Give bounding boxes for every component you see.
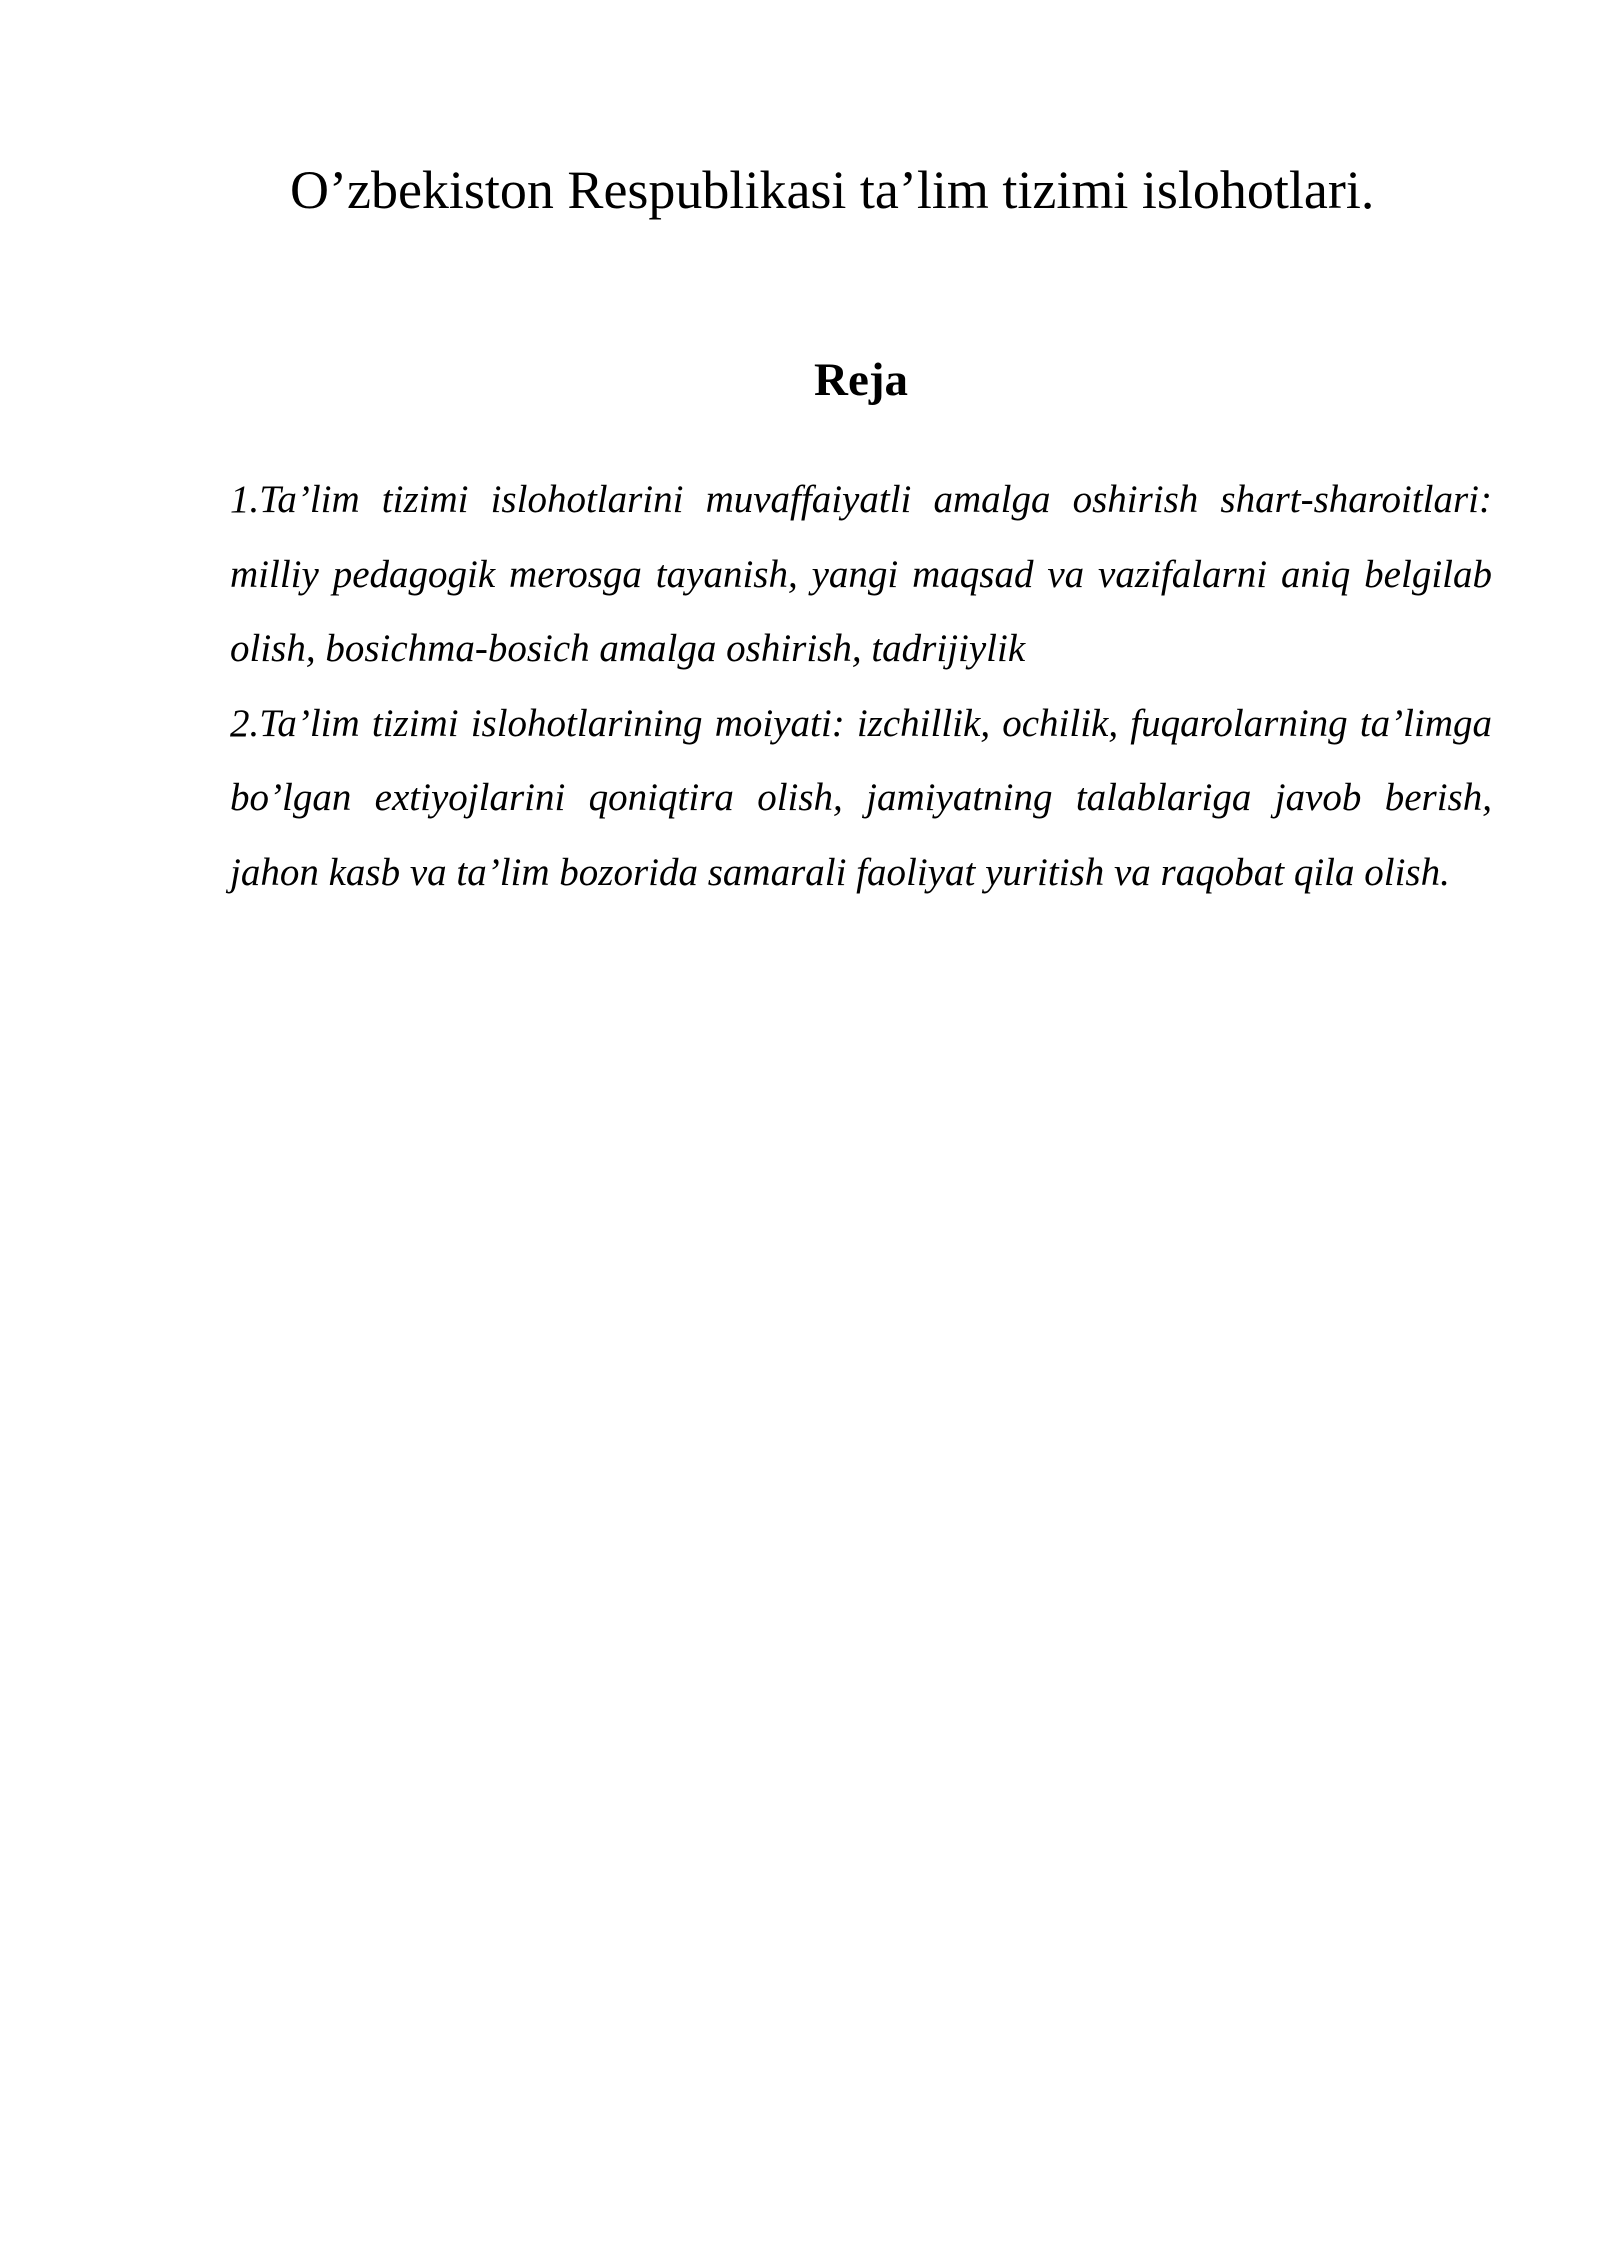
document-title: O’zbekiston Respublikasi ta’lim tizimi islohotlari. — [290, 160, 1375, 220]
plan-heading: Reja — [814, 354, 908, 406]
plan-list — [230, 463, 1492, 910]
plan-item-2: 2.Ta’lim tizimi islohotlarining moiyati: izchillik, ochilik, fuqarolarning ta’limga bo’lgan extiyojlarini qoniqtira olish, jamiyatning talablariga javob berish, jahon kasb va ta’lim bozorida samarali faoliyat yuritish va raqobat qila olish. — [230, 701, 1492, 894]
plan-item-1: 1.Ta’lim tizimi islohotlarini muvaffaiyatli amalga oshirish shart-sharoitlari: milliy pedagogik merosga tayanish, yangi maqsad va vazifalarni aniq belgilab olish, bosichma-bosich amalga oshirish, tadrijiylik — [230, 478, 1492, 670]
